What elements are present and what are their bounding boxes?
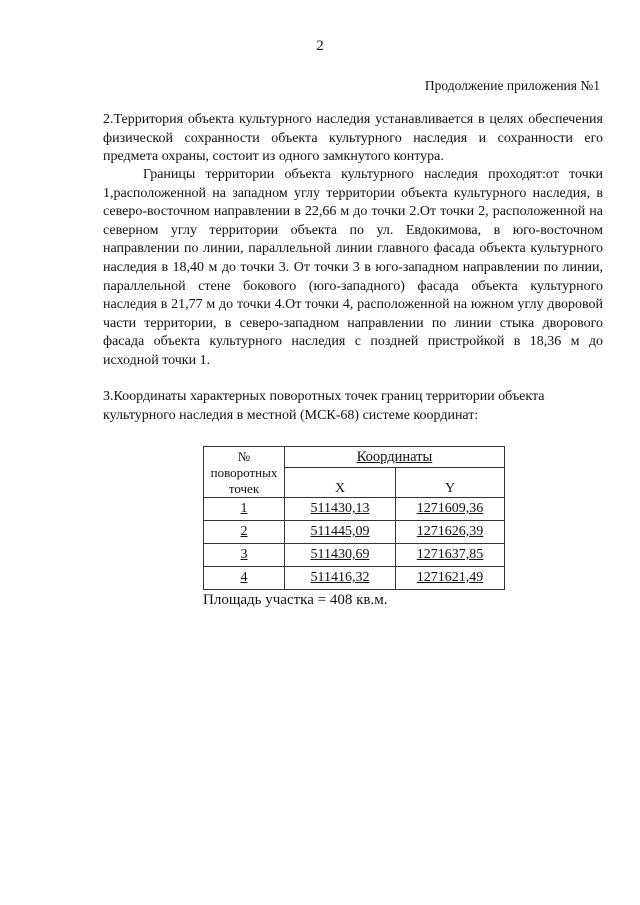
x-coordinate-cell: 511430,13 [285,498,396,521]
table-row [204,567,505,590]
table-header-x: X [285,468,396,498]
area-text: Площадь участка = 408 кв.м. [203,592,388,608]
y-coordinate-cell: 1271609,36 [396,498,505,521]
table-row [204,521,505,544]
paragraph-boundaries: Границы территории объекта культурного наследия проходят:от точки 1,расположенной на западном углу территории объекта культурного наследия, в северо-восточном направлении в 22,66 м до точки 2.От точки 2, расположенной на северном углу территории объекта по ул. Евдокимова, в юго-восточном направлении по линии, параллельной линии главного фасада объекта культурного наследия в 18,40 м до точки 3. От точки 3 в юго-западном направлении по линии, параллельной стене бокового (юго-западного) фасада объекта культурного наследия в 21,77 м до точки 4.От точки 4, расположенной на южном углу дворовой части территории, в северо-западном направлении по линии стыка дворового фасада объекта культурного наследия с поздней пристройкой в 18,36 м до исходной точки 1. [103,167,603,368]
point-number-cell: 4 [204,567,285,590]
point-number-cell: 1 [204,498,285,521]
y-coordinate-cell: 1271626,39 [396,521,505,544]
table-header-coordinates: Координаты [285,447,505,468]
x-coordinate-cell: 511445,09 [285,521,396,544]
page-number: 2 [316,38,324,54]
x-coordinate-cell: 511416,32 [285,567,396,590]
y-coordinate-cell: 1271637,85 [396,544,505,567]
table-row [204,544,505,567]
point-number-cell: 3 [204,544,285,567]
appendix-note: Продолжение приложения №1 [424,78,600,93]
table-row [204,498,505,521]
point-number-cell: 2 [204,521,285,544]
coordinates-table [203,446,505,590]
paragraph-territory: 2.Территория объекта культурного наследия устанавливается в целях обеспечения физической сохранности объекта культурного наследия и сохранности его предмета охраны, состоит из одного замкнутого контура. [103,112,603,165]
paragraph-coordinates-intro: 3.Координаты характерных поворотных точек границ территории объекта культурного наследия в местной (МСК-68) системе координат: [103,389,545,423]
table-header-y: Y [396,468,505,498]
table-header-point-number: № поворотных точек [204,447,285,498]
y-coordinate-cell: 1271621,49 [396,567,505,590]
x-coordinate-cell: 511430,69 [285,544,396,567]
